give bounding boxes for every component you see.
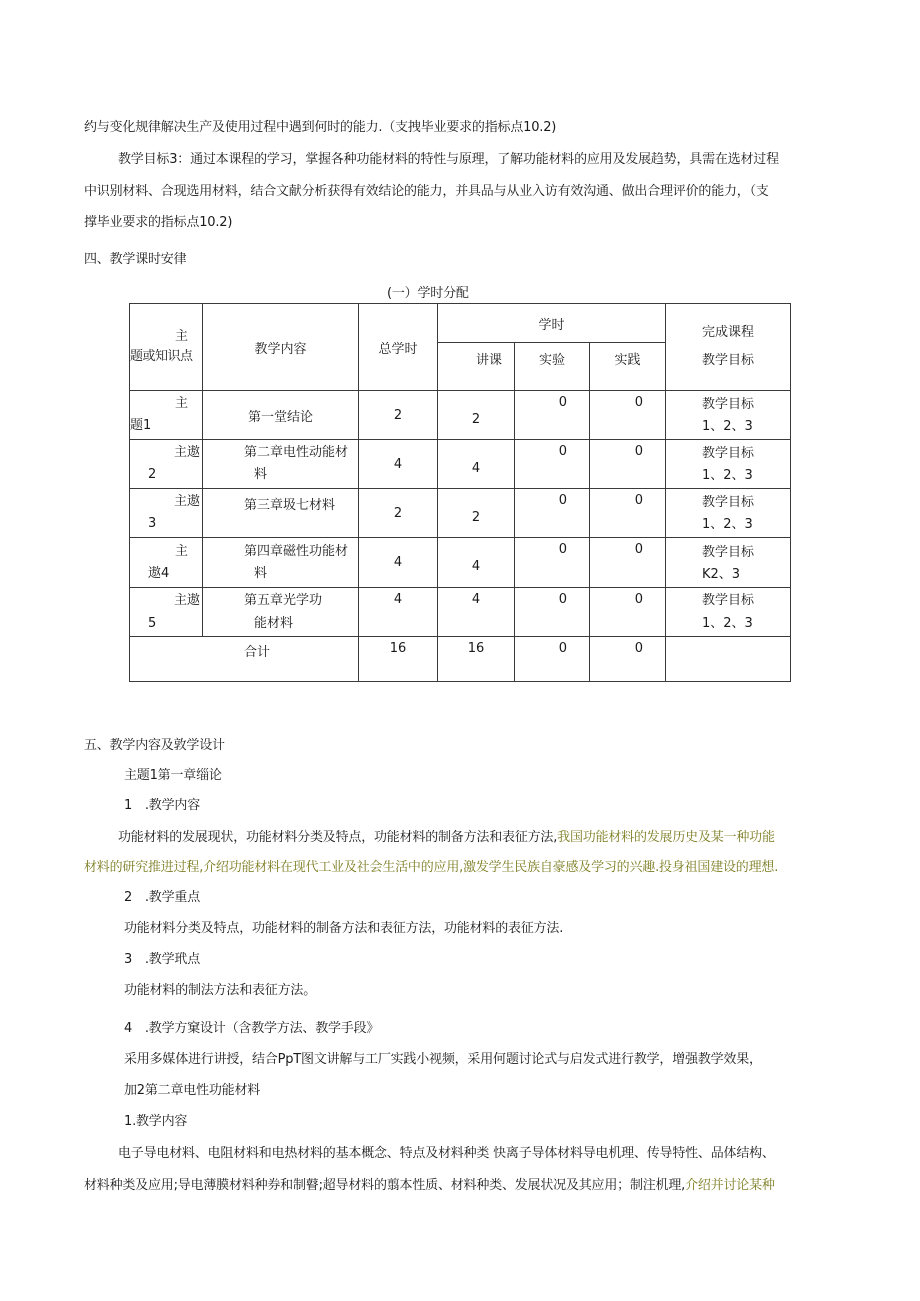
content-cell bbox=[203, 538, 359, 588]
goal-label-b: 1、2、3 bbox=[702, 517, 753, 532]
section4-heading: 四、教学课时安律 bbox=[84, 252, 187, 267]
content-cell bbox=[203, 440, 359, 489]
practice-cell: 0 bbox=[590, 440, 666, 489]
hours-allocation-table bbox=[129, 303, 791, 682]
item1-text-highlight-1: 我国功能材料的发展历史及某一种功能 bbox=[557, 830, 775, 845]
goal-cell bbox=[666, 588, 791, 637]
item2-text: 功能材料分类及特点，功能材料的制备方法和表征方法，功能材料的表征方法. bbox=[124, 921, 564, 936]
goal3-text-line1: 教学目标3：通过本课程的学习，掌握各种功能材料的特性与原理，了解功能材料的应用及发展趋势，具需在选材过程 bbox=[118, 152, 779, 167]
table-row bbox=[130, 489, 791, 538]
total-sum-cell: 16 bbox=[359, 637, 438, 682]
goal-label-b: 1、2、3 bbox=[702, 419, 753, 434]
header-hours-group: 学时 bbox=[438, 304, 666, 343]
header-goal-line1: 完成课程 bbox=[702, 325, 755, 340]
topic2-text-line2 bbox=[84, 1177, 775, 1195]
header-goal-line2: 教学目标 bbox=[702, 353, 755, 368]
content-cell: 第三章圾七材料 bbox=[203, 489, 359, 538]
goal-label-a: 教学目标 bbox=[702, 593, 755, 608]
total-cell: 4 bbox=[359, 538, 438, 588]
lecture-cell: 4 bbox=[438, 538, 515, 588]
header-topic bbox=[130, 304, 203, 391]
table-row bbox=[130, 538, 791, 588]
goal-label-b: K2、3 bbox=[702, 566, 741, 582]
goal-cell bbox=[666, 538, 791, 588]
goal-label-b: 1、2、3 bbox=[702, 468, 753, 483]
goal-label-a: 教学目标 bbox=[702, 397, 755, 412]
topic-label-a: 主遨 bbox=[173, 494, 200, 509]
header-content: 教学内容 bbox=[203, 304, 359, 391]
topic-label-b: 3 bbox=[148, 516, 157, 531]
header-topic-line1: 主 bbox=[174, 329, 188, 344]
experiment-cell: 0 bbox=[515, 489, 590, 538]
table-total-row bbox=[130, 637, 791, 682]
total-cell: 4 bbox=[359, 588, 438, 637]
table-row bbox=[130, 588, 791, 637]
topic-cell bbox=[130, 440, 203, 489]
experiment-cell: 0 bbox=[515, 391, 590, 440]
content-cell bbox=[203, 588, 359, 637]
experiment-sum-cell: 0 bbox=[515, 637, 590, 682]
total-cell: 4 bbox=[359, 440, 438, 489]
topic-label-a: 主 bbox=[174, 543, 188, 559]
practice-cell: 0 bbox=[590, 538, 666, 588]
section5-heading: 五、教学内容及敦学设计 bbox=[84, 738, 225, 753]
total-label-cell: 合计 bbox=[130, 637, 359, 682]
goal3-text-line3: 撑毕业要求的指标点10.2) bbox=[84, 215, 233, 230]
experiment-cell: 0 bbox=[515, 440, 590, 489]
topic2-text-line1: 电子导电材料、电阻材料和电热材料的基本概念、特点及材料种类 快离子导体材料导电机理、传导特性、品体结构、 bbox=[118, 1146, 775, 1161]
content-label-b: 料 bbox=[254, 565, 268, 581]
table-row bbox=[130, 440, 791, 489]
lecture-sum-cell: 16 bbox=[438, 637, 515, 682]
topic-label-a: 主遨 bbox=[173, 445, 200, 460]
content-label-a: 第四章磁性功能材 bbox=[244, 543, 349, 559]
topic-label-b: 2 bbox=[148, 467, 157, 482]
goal2-tail-text: 约与变化规律解决生产及使用过程中遇到何时的能力.（支拽毕业要求的指标点10.2) bbox=[84, 120, 557, 135]
goal-label-b: 1、2、3 bbox=[702, 616, 753, 631]
topic2-title: 加2第二章电性功能材料 bbox=[124, 1083, 261, 1098]
header-goal bbox=[666, 304, 791, 391]
content-label-b: 料 bbox=[254, 467, 268, 482]
topic-label-b: 遨4 bbox=[148, 565, 170, 581]
content-label-a: 第二章电性动能材 bbox=[244, 445, 349, 460]
goal-cell bbox=[666, 489, 791, 538]
item2-title: 2 .教学重点 bbox=[124, 890, 201, 905]
goal-label-a: 教学目标 bbox=[702, 544, 755, 560]
goal-sum-cell bbox=[666, 637, 791, 682]
lecture-cell: 4 bbox=[438, 588, 515, 637]
practice-cell: 0 bbox=[590, 588, 666, 637]
header-experiment: 实验 bbox=[515, 343, 590, 391]
topic2-text-plain: 材料种类及应用;导电薄膜材料种券和制瞽;超导材料的翦本性质、材料种类、发展状况及其应用；制注机理, bbox=[84, 1178, 686, 1193]
table-row bbox=[130, 391, 791, 440]
lecture-cell: 2 bbox=[438, 489, 515, 538]
total-cell: 2 bbox=[359, 489, 438, 538]
practice-cell: 0 bbox=[590, 489, 666, 538]
experiment-cell: 0 bbox=[515, 588, 590, 637]
item3-text: 功能材料的制法方法和表征方法。 bbox=[124, 983, 317, 998]
topic-cell bbox=[130, 588, 203, 637]
topic-label-a: 主 bbox=[174, 396, 188, 411]
item1-text-plain: 功能材料的发展现状，功能材料分类及特点，功能材料的制备方法和表征方法, bbox=[118, 830, 558, 845]
table-caption: (一）学时分配 bbox=[387, 286, 469, 301]
practice-cell: 0 bbox=[590, 391, 666, 440]
item1-text-highlight-2: 材料的研究推进过程,介绍功能材料在现代工业及社会生活中的应用,激发学生民族自豪感及学习的兴趣.投身祖国建设的理想. bbox=[84, 860, 779, 875]
item3-title: 3 .教学玳点 bbox=[124, 952, 201, 967]
goal3-text-line2: 中识别材料、合现选用材料，结合文献分析获得有效结论的能力，并具品与从业入访有效沟通、做出合理评价的能力，（支 bbox=[84, 184, 769, 199]
header-total: 总学时 bbox=[359, 304, 438, 391]
topic2-item1-title: 1.教学内容 bbox=[124, 1114, 188, 1129]
goal-cell bbox=[666, 391, 791, 440]
header-practice: 实践 bbox=[590, 343, 666, 391]
lecture-cell: 4 bbox=[438, 440, 515, 489]
topic-cell bbox=[130, 538, 203, 588]
item4-text: 采用多媒体进行讲授，结合PpT图文讲解与工厂实践小视频，采用何题讨论式与启发式进行教学，增强教学效果， bbox=[124, 1052, 762, 1067]
experiment-cell: 0 bbox=[515, 538, 590, 588]
goal-label-a: 教学目标 bbox=[702, 446, 755, 461]
item1-text-line1 bbox=[118, 829, 775, 847]
content-cell: 第一堂结论 bbox=[203, 391, 359, 440]
topic-cell bbox=[130, 489, 203, 538]
item4-title: 4 .教学方窠设计（含教学方法、教学手段》 bbox=[124, 1021, 380, 1036]
goal-cell bbox=[666, 440, 791, 489]
item1-title: 1 .教学内容 bbox=[124, 798, 201, 813]
content-label-b: 能材料 bbox=[254, 616, 294, 631]
topic-label-a: 主遨 bbox=[173, 593, 200, 608]
topic-label-b: 题1 bbox=[130, 418, 152, 433]
header-topic-line2: 题或知识点 bbox=[130, 349, 193, 364]
content-label-a: 第五章光学功 bbox=[244, 593, 323, 608]
topic-cell bbox=[130, 391, 203, 440]
topic1-title: 主题1第一章缁论 bbox=[124, 768, 222, 783]
practice-sum-cell: 0 bbox=[590, 637, 666, 682]
topic2-text-highlight: 介绍并讨论某种 bbox=[685, 1178, 775, 1193]
lecture-cell: 2 bbox=[438, 391, 515, 440]
topic-label-b: 5 bbox=[148, 616, 157, 631]
goal-label-a: 教学目标 bbox=[702, 495, 755, 510]
total-cell: 2 bbox=[359, 391, 438, 440]
header-lecture: 讲课 bbox=[438, 343, 515, 391]
